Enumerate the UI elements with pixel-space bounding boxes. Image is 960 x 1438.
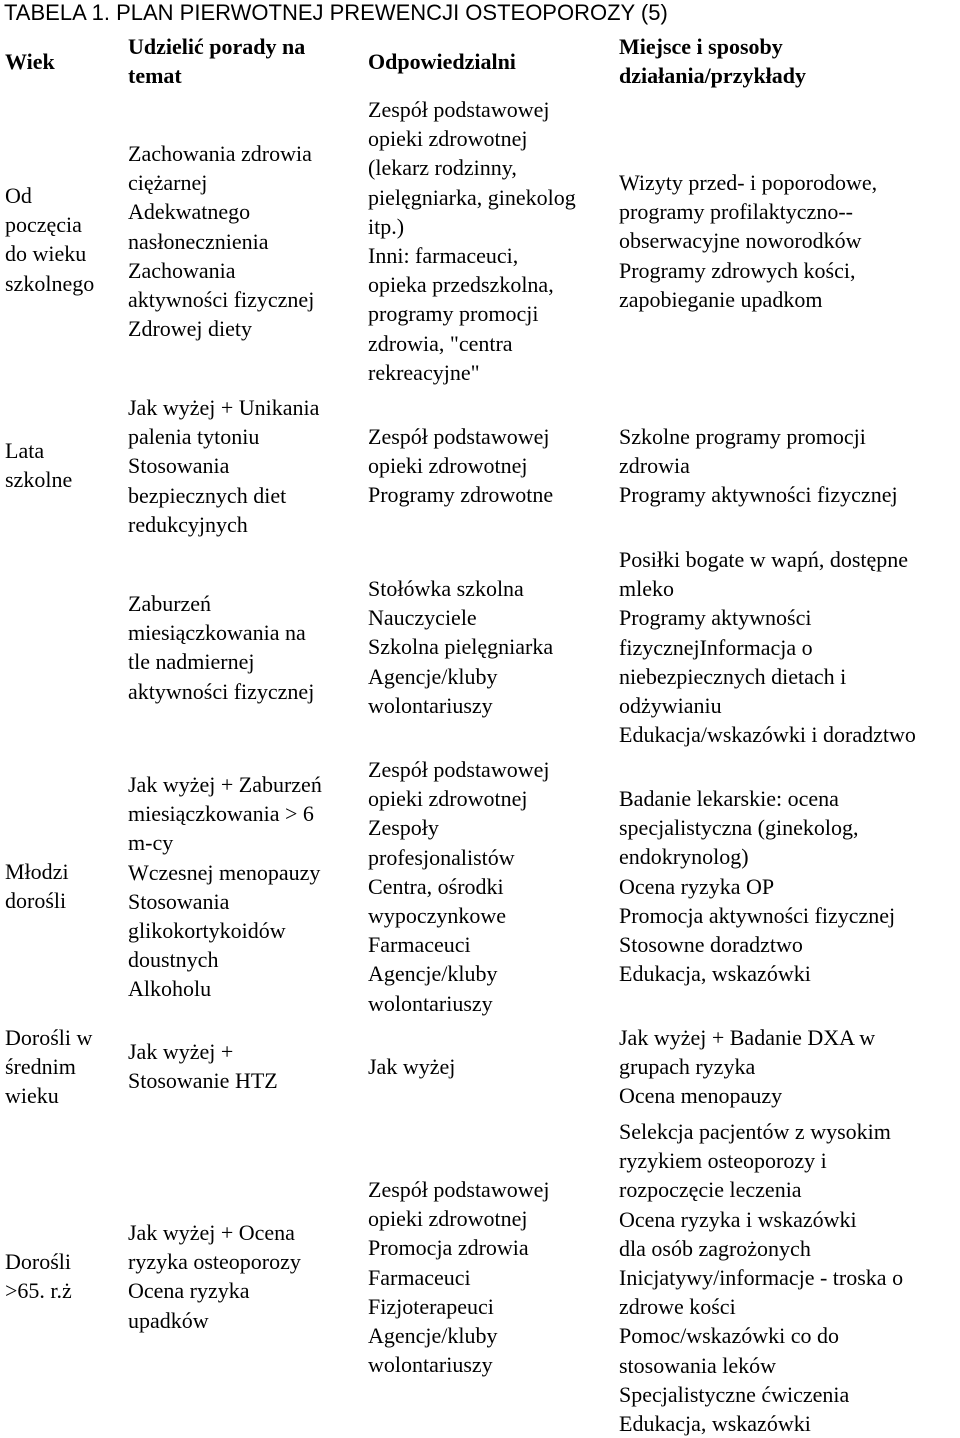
row-0-responsible-line: itp.) bbox=[368, 213, 405, 239]
row-5-responsible-line: Fizjoterapeuci bbox=[368, 1293, 494, 1319]
row-2-actions-line: mleko bbox=[619, 576, 674, 602]
row-3-advice-line: miesiączkowania > 6 bbox=[128, 801, 314, 827]
row-0-age-line: do wieku bbox=[5, 241, 87, 267]
row-4-actions-line: Jak wyżej + Badanie DXA w bbox=[619, 1025, 876, 1050]
row-3-age-line: Młodzi bbox=[5, 859, 69, 884]
row-5-responsible bbox=[368, 1175, 618, 1379]
row-0-actions bbox=[619, 168, 959, 314]
row-5-advice-line: ryzyka osteoporozy bbox=[128, 1249, 301, 1275]
row-5-actions bbox=[619, 1117, 959, 1438]
row-3-age bbox=[5, 857, 123, 915]
row-3-advice-line: Jak wyżej + Zaburzeń bbox=[128, 772, 322, 797]
row-5-actions-line: stosowania leków bbox=[619, 1352, 777, 1378]
row-1-responsible-line: Programy zdrowotne bbox=[368, 482, 554, 508]
row-4-responsible bbox=[368, 1052, 618, 1081]
row-1-advice-line: redukcyjnych bbox=[128, 511, 248, 537]
row-1-actions-line: Programy aktywności fizycznej bbox=[619, 482, 898, 508]
row-5-age-line: >65. r.ż bbox=[5, 1278, 72, 1304]
row-3-responsible-line: Zespoły bbox=[368, 815, 439, 841]
row-3-responsible bbox=[368, 755, 618, 1018]
row-0-actions-line: Programy zdrowych kości, bbox=[619, 257, 856, 283]
row-5-advice-line: upadków bbox=[128, 1307, 209, 1333]
header-responsible bbox=[368, 47, 516, 76]
row-2-advice-line: miesiączkowania na bbox=[128, 620, 306, 646]
table-title: TABELA 1. PLAN PIERWOTNEJ PREWENCJI OSTEOPOROZY (5) bbox=[4, 0, 668, 25]
row-0-responsible bbox=[368, 95, 618, 387]
row-2-responsible-line: Szkolna pielęgniarka bbox=[368, 634, 554, 660]
row-1-actions bbox=[619, 422, 959, 510]
row-1-advice-line: bezpiecznych diet bbox=[128, 482, 287, 508]
row-3-responsible-line: Centra, ośrodki bbox=[368, 873, 504, 899]
row-2-responsible-line: wolontariuszy bbox=[368, 692, 493, 718]
row-5-responsible-line: Zespół podstawowej bbox=[368, 1177, 550, 1202]
row-2-advice bbox=[128, 589, 368, 706]
header-advice-line: temat bbox=[128, 63, 182, 88]
row-3-responsible-line: Farmaceuci bbox=[368, 932, 471, 958]
row-1-age-line: Lata bbox=[5, 438, 45, 463]
header-advice bbox=[128, 32, 305, 90]
row-4-advice-line: Stosowanie HTZ bbox=[128, 1068, 278, 1094]
row-0-responsible-line: opieki zdrowotnej bbox=[368, 126, 528, 152]
row-3-advice-line: doustnych bbox=[128, 947, 219, 973]
row-2-actions-line: Posiłki bogate w wapń, dostępne bbox=[619, 547, 909, 572]
row-2-responsible-line: Nauczyciele bbox=[368, 605, 477, 631]
row-0-age-line: poczęcia bbox=[5, 212, 82, 238]
row-5-age bbox=[5, 1247, 123, 1305]
row-0-age-line: Od bbox=[5, 183, 32, 208]
row-4-age-line: wieku bbox=[5, 1083, 59, 1109]
row-2-actions bbox=[619, 545, 959, 749]
row-5-actions-line: Selekcja pacjentów z wysokim bbox=[619, 1119, 891, 1144]
row-0-advice-line: Adekwatnego bbox=[128, 199, 251, 225]
header-actions bbox=[619, 32, 806, 90]
row-3-actions-line: Ocena ryzyka OP bbox=[619, 873, 775, 899]
header-age bbox=[5, 47, 55, 76]
row-4-actions-line: grupach ryzyka bbox=[619, 1054, 756, 1080]
row-3-advice bbox=[128, 770, 368, 1004]
row-3-actions-line: endokrynolog) bbox=[619, 844, 749, 870]
row-2-actions-line: niebezpiecznych dietach i bbox=[619, 663, 847, 689]
row-3-actions-line: Edukacja, wskazówki bbox=[619, 961, 811, 987]
row-0-age-line: szkolnego bbox=[5, 270, 95, 296]
row-0-advice bbox=[128, 139, 368, 343]
row-1-actions-line: Szkolne programy promocji bbox=[619, 424, 866, 449]
row-3-age-line: dorośli bbox=[5, 888, 67, 914]
row-4-age bbox=[5, 1023, 123, 1111]
row-0-advice-line: ciężarnej bbox=[128, 170, 208, 196]
row-5-responsible-line: Agencje/kluby bbox=[368, 1323, 498, 1349]
row-2-actions-line: odżywianiu bbox=[619, 693, 722, 719]
row-5-responsible-line: wolontariuszy bbox=[368, 1352, 493, 1378]
row-4-actions-line: Ocena menopauzy bbox=[619, 1083, 783, 1109]
row-2-responsible-line: Stołówka szkolna bbox=[368, 576, 524, 601]
row-0-responsible-line: opieka przedszkolna, bbox=[368, 272, 554, 298]
row-0-responsible-line: zdrowia, "centra bbox=[368, 330, 513, 356]
row-5-actions-line: Ocena ryzyka i wskazówki bbox=[619, 1206, 857, 1232]
header-responsible-line: Odpowiedzialni bbox=[368, 49, 516, 74]
row-2-responsible bbox=[368, 574, 618, 720]
row-5-responsible-line: opieki zdrowotnej bbox=[368, 1206, 528, 1232]
row-0-responsible-line: programy promocji bbox=[368, 301, 539, 327]
header-actions-line: Miejsce i sposoby bbox=[619, 34, 783, 59]
row-2-advice-line: Zaburzeń bbox=[128, 591, 212, 616]
row-5-advice bbox=[128, 1218, 368, 1335]
row-2-responsible-line: Agencje/kluby bbox=[368, 663, 498, 689]
row-3-responsible-line: opieki zdrowotnej bbox=[368, 786, 528, 812]
row-1-responsible-line: Zespół podstawowej bbox=[368, 424, 550, 449]
row-0-advice-line: aktywności fizycznej bbox=[128, 287, 315, 313]
row-4-age-line: średnim bbox=[5, 1054, 76, 1080]
row-3-advice-line: Wczesnej menopauzy bbox=[128, 859, 321, 885]
row-3-advice-line: Alkoholu bbox=[128, 976, 212, 1002]
row-3-advice-line: Stosowania bbox=[128, 888, 230, 914]
row-4-responsible-line: Jak wyżej bbox=[368, 1054, 456, 1079]
row-3-responsible-line: Agencje/kluby bbox=[368, 961, 498, 987]
row-5-actions-line: dla osób zagrożonych bbox=[619, 1235, 811, 1261]
row-5-responsible-line: Farmaceuci bbox=[368, 1264, 471, 1290]
row-5-actions-line: rozpoczęcie leczenia bbox=[619, 1177, 802, 1203]
row-0-responsible-line: Inni: farmaceuci, bbox=[368, 243, 519, 269]
row-5-advice-line: Jak wyżej + Ocena bbox=[128, 1220, 295, 1245]
row-3-responsible-line: wolontariuszy bbox=[368, 990, 493, 1016]
row-0-age bbox=[5, 181, 123, 298]
row-4-advice-line: Jak wyżej + bbox=[128, 1039, 234, 1064]
row-2-advice-line: tle nadmiernej bbox=[128, 649, 255, 675]
header-advice-line: Udzielić porady na bbox=[128, 34, 306, 59]
row-1-advice bbox=[128, 393, 368, 539]
row-1-advice-line: palenia tytoniu bbox=[128, 424, 260, 450]
row-0-advice-line: Zachowania zdrowia bbox=[128, 141, 312, 166]
row-3-advice-line: m-cy bbox=[128, 830, 174, 856]
row-3-actions-line: Promocja aktywności fizycznej bbox=[619, 902, 896, 928]
row-1-advice-line: Stosowania bbox=[128, 453, 230, 479]
row-4-actions bbox=[619, 1023, 959, 1111]
row-0-advice-line: Zachowania bbox=[128, 257, 236, 283]
row-1-age bbox=[5, 436, 123, 494]
row-5-advice-line: Ocena ryzyka bbox=[128, 1278, 250, 1304]
row-0-actions-line: obserwacyjne noworodków bbox=[619, 228, 862, 254]
row-0-advice-line: nasłonecznienia bbox=[128, 228, 269, 254]
row-3-responsible-line: Zespół podstawowej bbox=[368, 757, 550, 782]
row-0-responsible-line: Zespół podstawowej bbox=[368, 97, 550, 122]
row-4-age-line: Dorośli w bbox=[5, 1025, 93, 1050]
row-1-actions-line: zdrowia bbox=[619, 453, 690, 479]
row-0-actions-line: Wizyty przed- i poporodowe, bbox=[619, 170, 878, 195]
row-3-actions bbox=[619, 784, 959, 988]
row-1-responsible-line: opieki zdrowotnej bbox=[368, 453, 528, 479]
row-4-advice bbox=[128, 1037, 368, 1095]
row-0-actions-line: zapobieganie upadkom bbox=[619, 286, 823, 312]
row-2-advice-line: aktywności fizycznej bbox=[128, 678, 315, 704]
row-1-age-line: szkolne bbox=[5, 467, 73, 493]
row-3-responsible-line: wypoczynkowe bbox=[368, 903, 507, 929]
row-1-responsible bbox=[368, 422, 618, 510]
row-5-age-line: Dorośli bbox=[5, 1249, 71, 1274]
row-5-actions-line: Specjalistyczne ćwiczenia bbox=[619, 1381, 850, 1407]
row-0-responsible-line: pielęgniarka, ginekolog bbox=[368, 184, 576, 210]
header-actions-line: działania/przykłady bbox=[619, 63, 807, 88]
row-5-actions-line: zdrowe kości bbox=[619, 1294, 736, 1320]
row-2-actions-line: Edukacja/wskazówki i doradztwo bbox=[619, 722, 916, 748]
row-3-actions-line: Badanie lekarskie: ocena bbox=[619, 786, 839, 811]
header-age-line: Wiek bbox=[5, 49, 55, 74]
row-2-actions-line: fizycznejInformacja o bbox=[619, 634, 813, 660]
row-3-actions-line: specjalistyczna (ginekolog, bbox=[619, 815, 859, 841]
row-3-actions-line: Stosowne doradztwo bbox=[619, 932, 803, 958]
row-1-advice-line: Jak wyżej + Unikania bbox=[128, 395, 320, 420]
row-5-actions-line: Pomoc/wskazówki co do bbox=[619, 1323, 839, 1349]
row-5-actions-line: Inicjatywy/informacje - troska o bbox=[619, 1265, 904, 1291]
row-3-advice-line: glikokortykoidów bbox=[128, 918, 286, 944]
row-0-actions-line: programy profilaktyczno-- bbox=[619, 199, 853, 225]
row-5-actions-line: Edukacja, wskazówki bbox=[619, 1411, 811, 1437]
row-0-responsible-line: rekreacyjne" bbox=[368, 359, 480, 385]
row-0-advice-line: Zdrowej diety bbox=[128, 316, 253, 342]
row-5-actions-line: ryzykiem osteoporozy i bbox=[619, 1148, 827, 1174]
row-0-responsible-line: (lekarz rodzinny, bbox=[368, 155, 517, 181]
row-5-responsible-line: Promocja zdrowia bbox=[368, 1235, 529, 1261]
row-2-actions-line: Programy aktywności bbox=[619, 605, 812, 631]
row-3-responsible-line: profesjonalistów bbox=[368, 844, 515, 870]
